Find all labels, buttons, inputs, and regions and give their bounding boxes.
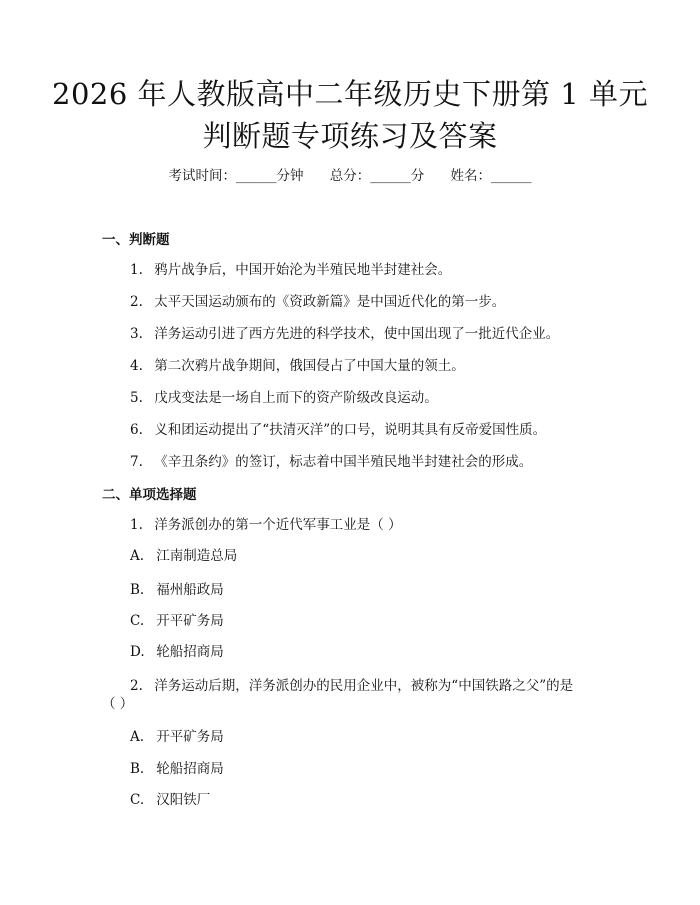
true-false-item (130, 292, 505, 312)
section-heading-true-false: 一、判断题 (102, 232, 170, 248)
true-false-item (130, 452, 532, 472)
option-text: 福州船政局 (156, 582, 224, 598)
choice-question (130, 515, 402, 535)
option-label: C. (130, 792, 145, 808)
item-number: 1. (130, 262, 143, 278)
question-text: 洋务派创办的第一个近代军事工业是（ ） (154, 517, 402, 533)
choice-option (130, 759, 224, 779)
choice-question (130, 676, 573, 696)
exam-time-field: 考试时间：______分钟 (168, 168, 304, 184)
option-label: D. (130, 644, 145, 660)
option-text: 开平矿务局 (156, 613, 224, 629)
option-label: B. (130, 582, 145, 598)
choice-option (130, 790, 210, 810)
choice-option (130, 642, 224, 662)
question-number: 2. (130, 678, 143, 694)
item-text: 鸦片战争后，中国开始沦为半殖民地半封建社会。 (154, 262, 452, 278)
choice-option (130, 580, 224, 600)
item-number: 4. (130, 358, 143, 374)
option-label: A. (130, 729, 145, 745)
true-false-item (130, 356, 465, 376)
true-false-item (130, 420, 546, 440)
option-text: 开平矿务局 (156, 729, 224, 745)
item-number: 5. (130, 390, 143, 406)
item-number: 3. (130, 326, 143, 342)
item-text: 义和团运动提出了“扶清灭洋”的口号，说明其具有反帝爱国性质。 (154, 422, 547, 438)
question-text-continuation: （ ） (102, 696, 134, 712)
option-text: 轮船招商局 (156, 761, 224, 777)
true-false-item (130, 324, 559, 344)
item-text: 第二次鸦片战争期间，俄国侵占了中国大量的领土。 (154, 358, 465, 374)
item-text: 太平天国运动颁布的《资政新篇》是中国近代化的第一步。 (154, 294, 506, 310)
item-number: 2. (130, 294, 143, 310)
item-text: 戊戌变法是一场自上而下的资产阶级改良运动。 (154, 390, 438, 406)
choice-option (130, 611, 224, 631)
exam-info (0, 166, 700, 186)
option-text: 江南制造总局 (156, 548, 238, 564)
option-label: C. (130, 613, 145, 629)
choice-option (130, 546, 237, 566)
option-label: B. (130, 761, 145, 777)
total-score-field: 总分：______分 (329, 168, 425, 184)
choice-option (130, 727, 224, 747)
option-text: 汉阳铁厂 (156, 792, 211, 808)
true-false-item (130, 260, 451, 280)
document-title-line-2: 判断题专项练习及答案 (202, 119, 498, 153)
item-text: 《辛丑条约》的签订，标志着中国半殖民地半封建社会的形成。 (154, 454, 533, 470)
true-false-item (130, 388, 438, 408)
option-text: 轮船招商局 (156, 644, 224, 660)
name-field: 姓名：______ (450, 168, 532, 184)
item-text: 洋务运动引进了西方先进的科学技术，使中国出现了一批近代企业。 (154, 326, 560, 342)
option-label: A. (130, 548, 145, 564)
question-number: 1. (130, 517, 143, 533)
item-number: 7. (130, 454, 143, 470)
question-text: 洋务运动后期，洋务派创办的民用企业中，被称为“中国铁路之父”的是 (154, 678, 574, 694)
item-number: 6. (130, 422, 143, 438)
section-heading-single-choice: 二、单项选择题 (102, 487, 197, 503)
document-title-line-1: 2026 年人教版高中二年级历史下册第 1 单元 (52, 77, 648, 111)
